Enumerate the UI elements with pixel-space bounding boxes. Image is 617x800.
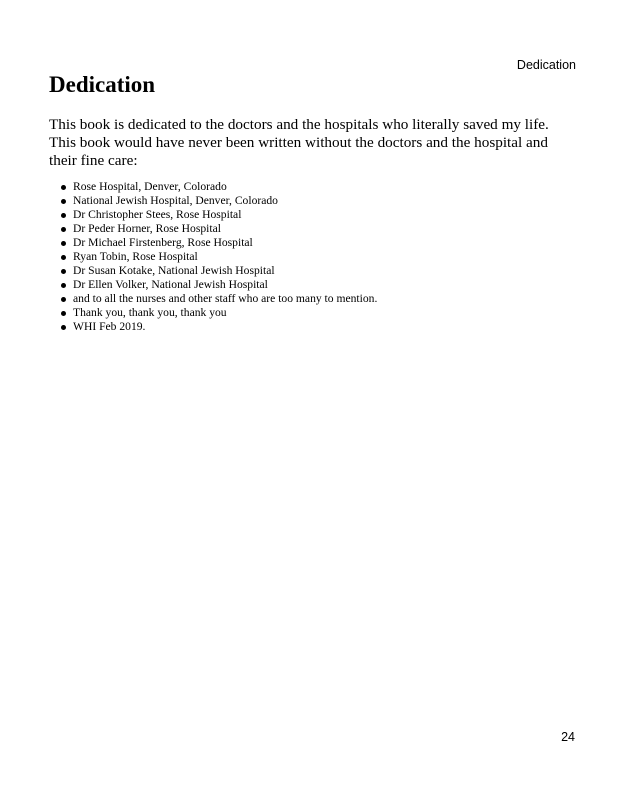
list-item: [60, 194, 377, 208]
list-item: [60, 306, 377, 320]
page-title: Dedication: [49, 72, 156, 97]
page-number: 24: [561, 730, 575, 744]
bullet-icon: [61, 255, 66, 260]
bullet-icon: [61, 213, 66, 218]
list-item: [60, 278, 377, 292]
list-item-text: Dr Christopher Stees, Rose Hospital: [73, 208, 242, 221]
bullet-icon: [61, 241, 66, 246]
list-item: [60, 208, 377, 222]
list-item: [60, 180, 377, 194]
list-item: [60, 236, 377, 250]
list-item-text: Thank you, thank you, thank you: [73, 306, 227, 319]
bullet-icon: [61, 269, 66, 274]
intro-paragraph: This book is dedicated to the doctors and the hospitals who literally saved my life. This book would have never been written without the doctors and the hospital and their fine care:: [49, 116, 549, 169]
list-item: [60, 264, 377, 278]
list-item-text: Dr Susan Kotake, National Jewish Hospital: [73, 264, 275, 277]
list-item: [60, 250, 377, 264]
bullet-icon: [61, 311, 66, 316]
list-item-text: WHI Feb 2019.: [73, 320, 146, 333]
running-header: Dedication: [516, 58, 576, 72]
list-item-text: Ryan Tobin, Rose Hospital: [73, 250, 198, 263]
bullet-icon: [61, 283, 66, 288]
list-item-text: Dr Michael Firstenberg, Rose Hospital: [73, 236, 253, 249]
bullet-icon: [61, 199, 66, 204]
bullet-icon: [61, 297, 66, 302]
list-item: [60, 320, 377, 334]
list-item: [60, 292, 377, 306]
list-item-text: and to all the nurses and other staff who are too many to mention.: [73, 292, 378, 305]
list-item-text: Dr Peder Horner, Rose Hospital: [73, 222, 221, 235]
list-item-text: Rose Hospital, Denver, Colorado: [73, 180, 227, 193]
list-item-text: National Jewish Hospital, Denver, Colorado: [73, 194, 278, 207]
list-item-text: Dr Ellen Volker, National Jewish Hospital: [73, 278, 268, 291]
bullet-icon: [61, 325, 66, 330]
dedication-list: [60, 180, 377, 334]
bullet-icon: [61, 185, 66, 190]
bullet-icon: [61, 227, 66, 232]
list-item: [60, 222, 377, 236]
